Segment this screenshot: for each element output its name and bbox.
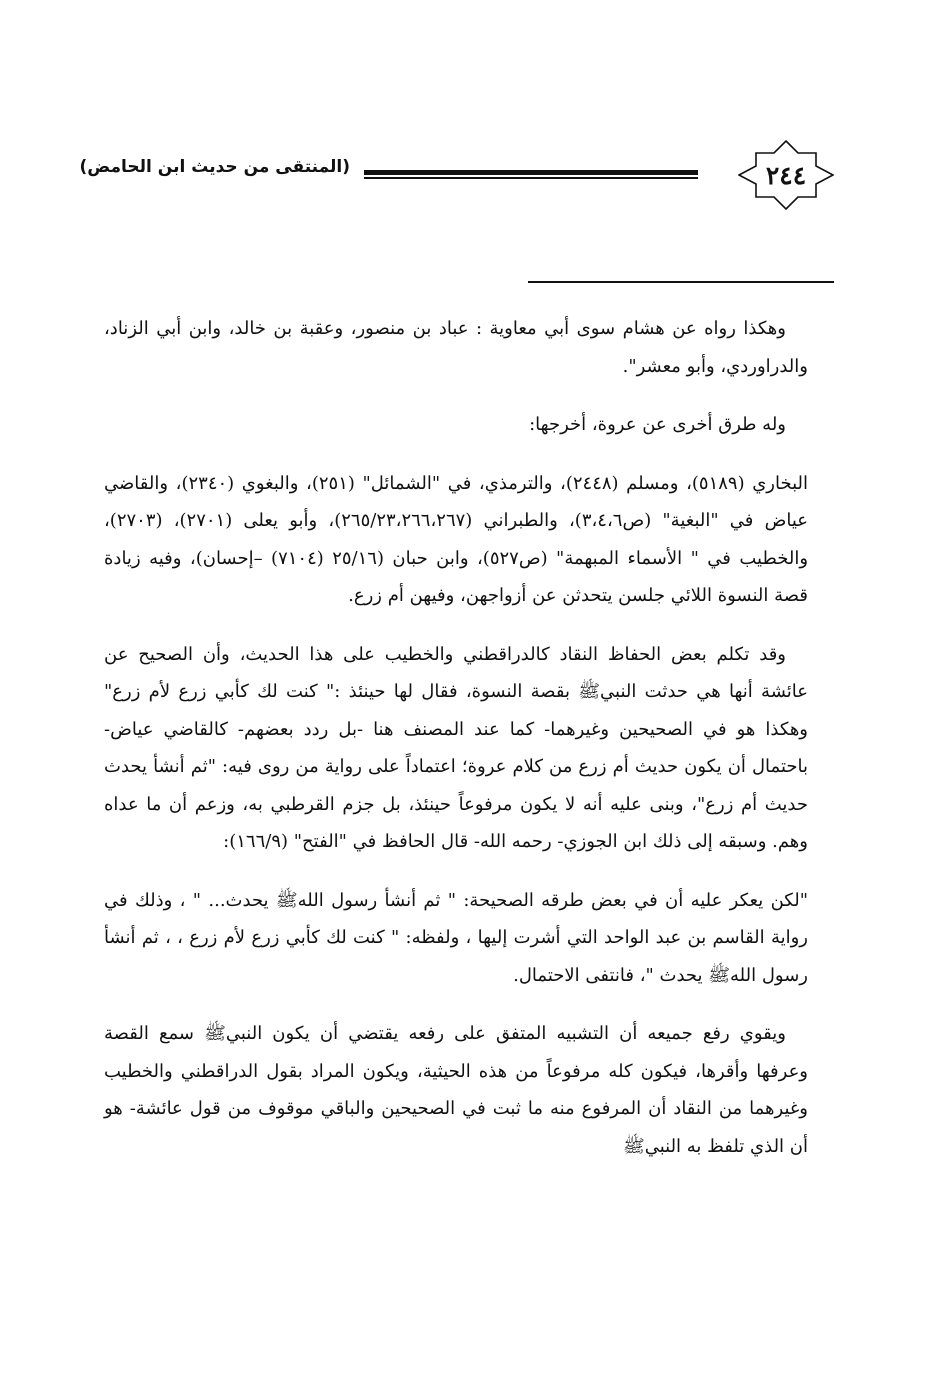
header-rule — [364, 170, 698, 178]
paragraph: وقد تكلم بعض الحفاظ النقاد كالدراقطني والخطيب على هذا الحديث، وأن الصحيح عن عائشة أنها هي حدثت النبيﷺ بقصة النسوة، فقال لها حينئذ :" كنت لك كأبي زرع لأم زرع" وهكذا هو في الصحيحين وغيرهما- كما عند المصنف هنا -بل ردد بعضهم- كالقاضي عياض- باحتمال أن يكون حديث أم زرع من كلام عروة؛ اعتماداً على رواية من روى فيه: "ثم أنشأ يحدث حديث أم زرع"، وبنى عليه أنه لا يكون مرفوعاً حينئذ، بل جزم القرطبي به، وزعم أن ما عداه وهم. وسبقه إلى ذلك ابن الجوزي- رحمه الله- قال الحافظ في "الفتح" (١٦٦/٩): — [104, 643, 808, 852]
paragraph: ويقوي رفع جميعه أن التشبيه المتفق على رفعه يقتضي أن يكون النبيﷺ سمع القصة وعرفها وأقرها، فيكون كله مرفوعاً من هذه الحيثية، ويكون المراد بقول الدراقطني والخطيب وغيرهما من النقاد أن المرفوع منه ما ثبت في الصحيحين والباقي موقوف من قول عائشة- هو أن الذي تلفظ به النبيﷺ — [104, 1023, 808, 1157]
paragraph: "لكن يعكر عليه أن في بعض طرقه الصحيحة: " ثم أنشأ رسول اللهﷺ يحدث... " ، وذلك في رواية القاسم بن عبد الواحد التي أشرت إليها ، ولفظه: " كنت لك كأبي زرع لأم زرع ، ، ثم أنشأ رسول اللهﷺ يحدث "، فانتفى الاحتمال. — [104, 889, 808, 986]
paragraph: البخاري (٥١٨٩)، ومسلم (٢٤٤٨)، والترمذي، في "الشمائل" (٢٥١)، والبغوي (٢٣٤٠)، والقاضي عياض في "البغية" (ص٣،٤،٦)، والطبراني (٢٦٥/٢٣،٢٦٦،٢٦٧)، وأبو يعلى (٢٧٠١)، (٢٧٠٣)، والخطيب في " الأسماء المبهمة" (ص٥٢٧)، وابن حبان (٢٥/١٦ (٧١٠٤) –إحسان)، وفيه زيادة قصة النسوة اللائي جلسن يتحدثن عن أزواجهن، وفيهن أم زرع. — [104, 472, 809, 606]
page-header — [0, 140, 940, 210]
page-number: ٢٤٤ — [765, 160, 807, 190]
paragraph: وله طرق أخرى عن عروة، أخرجها: — [529, 414, 786, 435]
book-title: (المنتقى من حديث ابن الحامض) — [79, 157, 350, 177]
page-body — [104, 310, 808, 1186]
page-number-badge — [738, 140, 834, 210]
paragraph: وهكذا رواه عن هشام سوى أبي معاوية : عباد بن منصور، وعقبة بن خالد، وابن أبي الزناد، والدراوردي، وأبو معشر". — [104, 318, 808, 377]
separator-rule — [528, 281, 834, 283]
